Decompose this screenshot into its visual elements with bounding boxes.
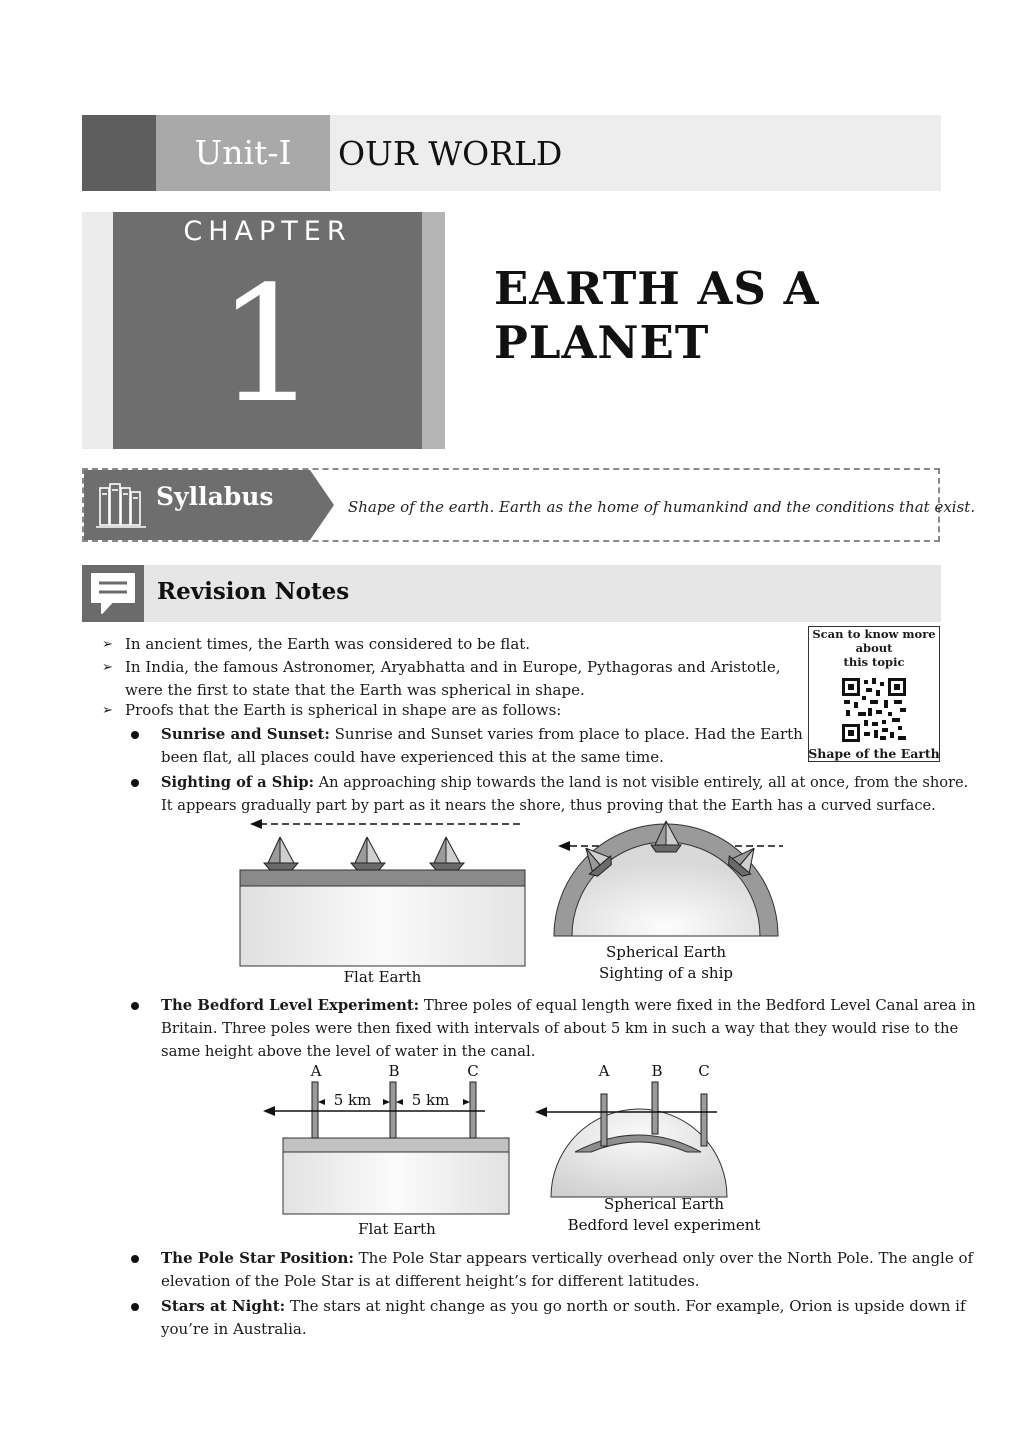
pole-label-c-spherical: C <box>698 1062 710 1080</box>
chapter-box-strip <box>422 212 445 449</box>
proof-sighting-ship: Sighting of a Ship: An approaching ship towards the land is not visible entirely, all at once, from the shore. It appears gradually part by part as it nears the shore, thus proving that the Earth has a curved surface. <box>161 774 969 814</box>
proof-sunrise-sunset: Sunrise and Sunset: Sunrise and Sunset varies from place to place. Had the Earth been flat, all places could have experienced this at the same time. <box>161 725 803 766</box>
proof-stars-at-night: Stars at Night: The stars at night change as you go north or south. For example, Orion is upside down if you’re in Australia. <box>161 1297 966 1338</box>
bullet-icon <box>131 1255 139 1263</box>
chapter-title <box>494 262 914 370</box>
bullet-icon <box>131 1303 139 1311</box>
pole-label-b-spherical: B <box>651 1062 663 1080</box>
chapter-title-line-1: EARTH AS A <box>494 262 820 315</box>
spherical-earth-diagram <box>554 821 783 936</box>
proof-pole-star: The Pole Star Position: The Pole Star appears vertically overhead only over the North Pole. The angle of elevation of the Pole Star is at different height’s for different latitudes. <box>161 1249 974 1290</box>
pole-label-a: A <box>310 1062 322 1080</box>
arrow-bullet-icon: ➢ <box>102 637 113 652</box>
unit-title: OUR WORLD <box>338 134 563 173</box>
unit-label: Unit-I <box>194 133 292 172</box>
distance-label-2: 5 km <box>403 1091 458 1109</box>
figure1-spherical-caption: Spherical Earth Sighting of a ship <box>598 943 733 982</box>
figure2-spherical-caption: Spherical Earth Bedford level experiment <box>567 1195 761 1234</box>
pole-label-b: B <box>388 1062 400 1080</box>
figure2-flat-caption: Flat Earth <box>358 1220 436 1238</box>
note-item: ➢ In India, the famous Astronomer, Aryabhatta and in Europe, Pythagoras and Aristotle, were the first to state that the Earth was spherical in shape. <box>102 658 781 699</box>
arrow-bullet-icon: ➢ <box>102 703 113 718</box>
pole-label-a-spherical: A <box>598 1062 610 1080</box>
pole-label-c: C <box>467 1062 479 1080</box>
flat-earth-bedford-diagram <box>263 1082 509 1214</box>
chapter-word: CHAPTER <box>183 216 352 247</box>
proof-bedford-level: The Bedford Level Experiment: Three poles of equal length were fixed in the Bedford Level Canal area in Britain. Three poles were then fixed with intervals of about 5 km in such a way that they would rise to the same height above the level of water in the canal. <box>161 997 976 1060</box>
chapter-title-line-2: PLANET <box>494 316 710 369</box>
note-item: ➢ In ancient times, the Earth was considered to be flat. <box>102 633 792 656</box>
ship-icon <box>430 837 464 870</box>
arrow-bullet-icon: ➢ <box>102 660 113 675</box>
revision-notes-label: Revision Notes <box>157 578 350 605</box>
bullet-icon <box>131 731 139 739</box>
spherical-earth-bedford-diagram <box>535 1082 727 1197</box>
distance-label-1: 5 km <box>325 1091 380 1109</box>
speech-bubble-icon <box>88 570 138 618</box>
note-item: ➢ Proofs that the Earth is spherical in shape are as follows: <box>102 699 792 722</box>
figure1-flat-caption: Flat Earth <box>343 968 422 986</box>
qr-caption: Shape of the Earth <box>808 746 940 761</box>
ship-icon <box>264 837 298 870</box>
qr-code[interactable] <box>842 678 906 742</box>
qr-prompt: Scan to know more about this topic <box>812 627 936 669</box>
ship-icon <box>351 837 385 870</box>
unit-band-dark-block <box>82 115 156 191</box>
bullet-icon <box>131 1002 139 1010</box>
syllabus-text: Shape of the earth. Earth as the home of humankind and the conditions that exist. <box>348 498 976 516</box>
bullet-icon <box>131 779 139 787</box>
chapter-number: 1 <box>216 251 319 438</box>
flat-earth-diagram <box>240 819 525 966</box>
syllabus-label: Syllabus <box>156 482 274 511</box>
